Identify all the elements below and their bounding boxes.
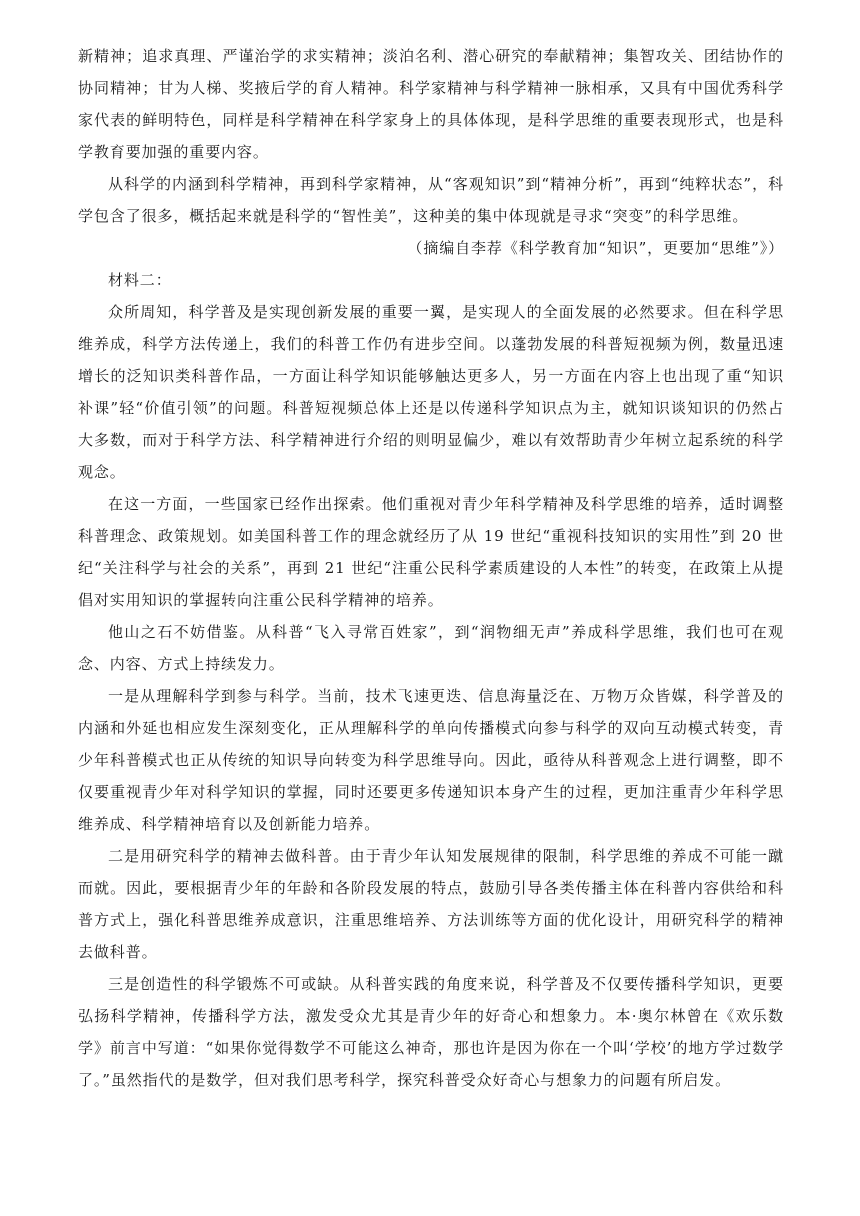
- paragraph-material-two-3: 他山之石不妨借鉴。从科普“飞入寻常百姓家”，到“润物细无声”养成科学思维，我们也可在观念、内容、方式上持续发力。: [78, 623, 784, 673]
- paragraph-summary: 从科学的内涵到科学精神，再到科学家精神，从“客观知识”到“精神分析”，再到“纯粹状态”，科学包含了很多，概括起来就是科学的“智性美”，这种美的集中体现就是寻求“突变”的科学思维。: [78, 175, 784, 225]
- paragraph-material-two-4: 一是从理解科学到参与科学。当前，技术飞速更迭、信息海量泛在、万物万众皆媒，科学普及的内涵和外延也相应发生深刻变化，正从理解科学的单向传播模式向参与科学的双向互动模式转变，青少年科普模式也正从传统的知识导向转变为科学思维导向。因此，亟待从科普观念上进行调整，即不仅要重视青少年对科学知识的掌握，同时还要更多传递知识本身产生的过程，更加注重青少年科学思维养成、科学精神培育以及创新能力培养。: [78, 687, 784, 833]
- material-two-label: 材料二：: [108, 271, 172, 289]
- paragraph-material-two-2: 在这一方面，一些国家已经作出探索。他们重视对青少年科学精神及科学思维的培养，适时调整科普理念、政策规划。如美国科普工作的理念就经历了从 19 世纪“重视科技知识的实用性”到 20 世纪“关注科学与社会的关系”，再到 21 世纪“注重公民科学素质建设的人本性”的转变，在政策上从提倡对实用知识的掌握转向注重公民科学精神的培养。: [78, 495, 784, 609]
- paragraph-material-two-1: 众所周知，科学普及是实现创新发展的重要一翼，是实现人的全面发展的必然要求。但在科学思维养成，科学方法传递上，我们的科普工作仍有进步空间。以蓬勃发展的科普短视频为例，数量迅速增长的泛知识类科普作品，一方面让科学知识能够触达更多人，另一方面在内容上也出现了重“知识补课”轻“价值引领”的问题。科普短视频总体上还是以传递科学知识点为主，就知识谈知识的仍然占大多数，而对于科学方法、科学精神进行介绍的则明显偏少，难以有效帮助青少年树立起系统的科学观念。: [78, 303, 784, 481]
- paragraph-material-two-5: 二是用研究科学的精神去做科普。由于青少年认知发展规律的限制，科学思维的养成不可能一蹴而就。因此，要根据青少年的年龄和各阶段发展的特点，鼓励引导各类传播主体在科普内容供给和科普方式上，强化科普思维养成意识，注重思维培养、方法训练等方面的优化设计，用研究科学的精神去做科普。: [78, 847, 784, 961]
- source-note: （摘编自李荐《科学教育加“知识”，更要加“思维”》）: [407, 239, 784, 257]
- document-page: [78, 40, 784, 1096]
- paragraph-continued: 新精神；追求真理、严谨治学的求实精神；淡泊名利、潜心研究的奉献精神；集智攻关、团结协作的协同精神；甘为人梯、奖掖后学的育人精神。科学家精神与科学精神一脉相承，又具有中国优秀科学家代表的鲜明特色，同样是科学精神在科学家身上的具体体现，是科学思维的重要表现形式，也是科学教育要加强的重要内容。: [78, 47, 784, 161]
- paragraph-material-two-6: 三是创造性的科学锻炼不可或缺。从科普实践的角度来说，科学普及不仅要传播科学知识，更要弘扬科学精神，传播科学方法，激发受众尤其是青少年的好奇心和想象力。本·奥尔林曾在《欢乐数学》前言中写道：“如果你觉得数学不可能这么神奇，那也许是因为你在一个叫‘学校’的地方学过数学了。”虽然指代的是数学，但对我们思考科学，探究科普受众好奇心与想象力的问题有所启发。: [78, 975, 784, 1089]
